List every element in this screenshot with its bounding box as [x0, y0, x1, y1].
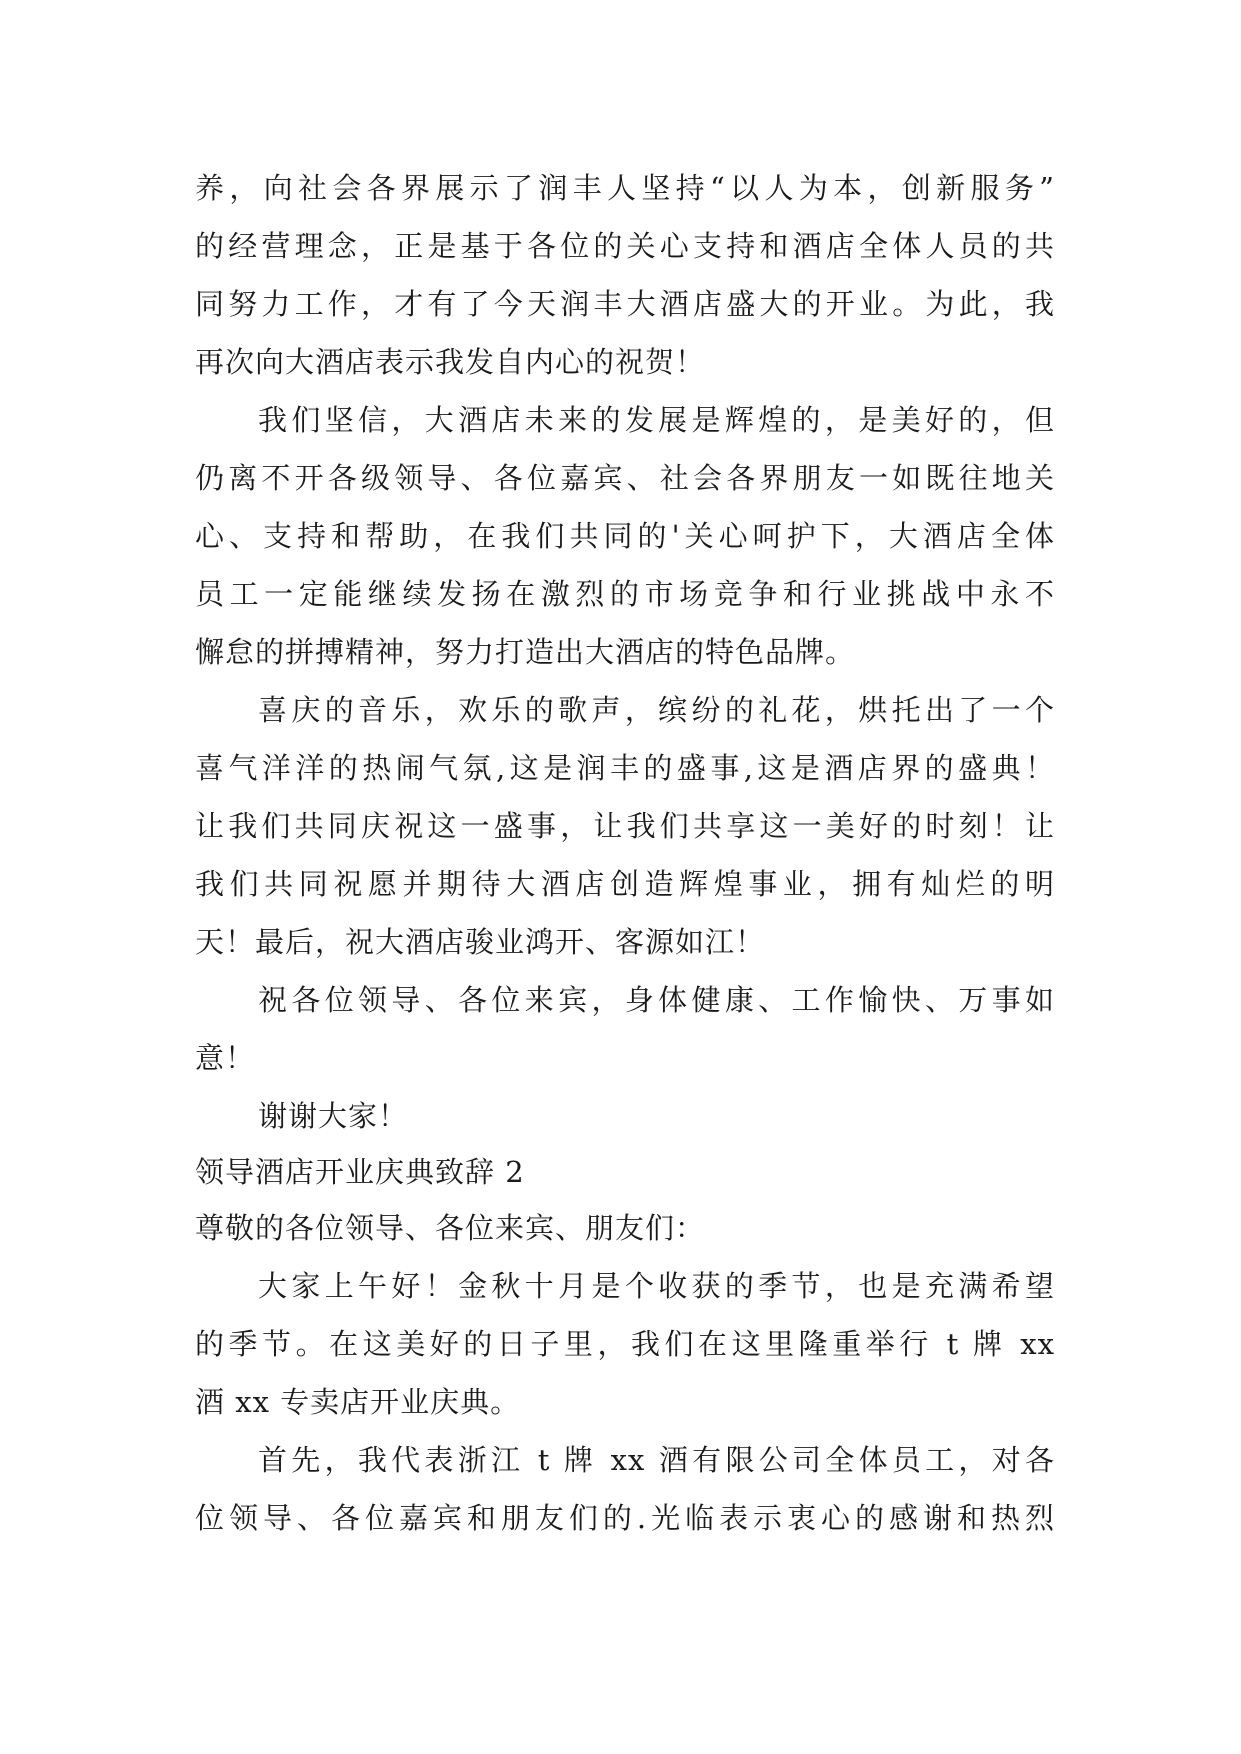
text-line: 位领导、各位嘉宾和朋友们的.光临表示衷心的感谢和热烈 [195, 1501, 1055, 1535]
text-line: 酒 xx 专卖店开业庆典。 [195, 1385, 521, 1419]
text-line: 懈怠的拼搏精神，努力打造出大酒店的特色品牌。 [195, 635, 856, 669]
text-line: 同努力工作，才有了今天润丰大酒店盛大的开业。为此，我 [195, 287, 1055, 321]
text-line: 我们坚信，大酒店未来的发展是辉煌的，是美好的，但 [258, 403, 1055, 437]
salutation: 尊敬的各位领导、各位来宾、朋友们： [195, 1211, 706, 1245]
text-line: 天！最后，祝大酒店骏业鸿开、客源如江！ [195, 925, 766, 959]
text-line: 养，向社会各界展示了润丰人坚持“以人为本，创新服务” [195, 171, 1055, 205]
text-line: 我们共同祝愿并期待大酒店创造辉煌事业，拥有灿烂的明 [195, 867, 1055, 901]
text-line: 喜气洋洋的热闹气氛,这是润丰的盛事,这是酒店界的盛典！ [195, 751, 1055, 785]
text-line: 仍离不开各级领导、各位嘉宾、社会各界朋友一如既往地关 [195, 461, 1055, 495]
text-line: 员工一定能继续发扬在激烈的市场竞争和行业挑战中永不 [195, 577, 1055, 611]
text-line: 的季节。在这美好的日子里，我们在这里隆重举行 t 牌 xx [195, 1327, 1055, 1361]
text-line: 大家上午好！金秋十月是个收获的季节，也是充满希望 [258, 1269, 1055, 1303]
text-line: 意！ [195, 1041, 256, 1075]
text-line: 首先，我代表浙江 t 牌 xx 酒有限公司全体员工，对各 [258, 1443, 1055, 1477]
text-line: 让我们共同庆祝这一盛事，让我们共享这一美好的时刻！让 [195, 809, 1055, 843]
text-line: 谢谢大家！ [258, 1099, 409, 1133]
text-line: 祝各位领导、各位来宾，身体健康、工作愉快、万事如 [258, 983, 1055, 1017]
text-line: 再次向大酒店表示我发自内心的祝贺！ [195, 345, 706, 379]
text-line: 的经营理念，正是基于各位的关心支持和酒店全体人员的共 [195, 229, 1055, 263]
text-line: 心、支持和帮助，在我们共同的'关心呵护下，大酒店全体 [195, 519, 1055, 553]
text-line: 喜庆的音乐，欢乐的歌声，缤纷的礼花，烘托出了一个 [258, 693, 1055, 727]
section-heading: 领导酒店开业庆典致辞 2 [195, 1155, 525, 1189]
